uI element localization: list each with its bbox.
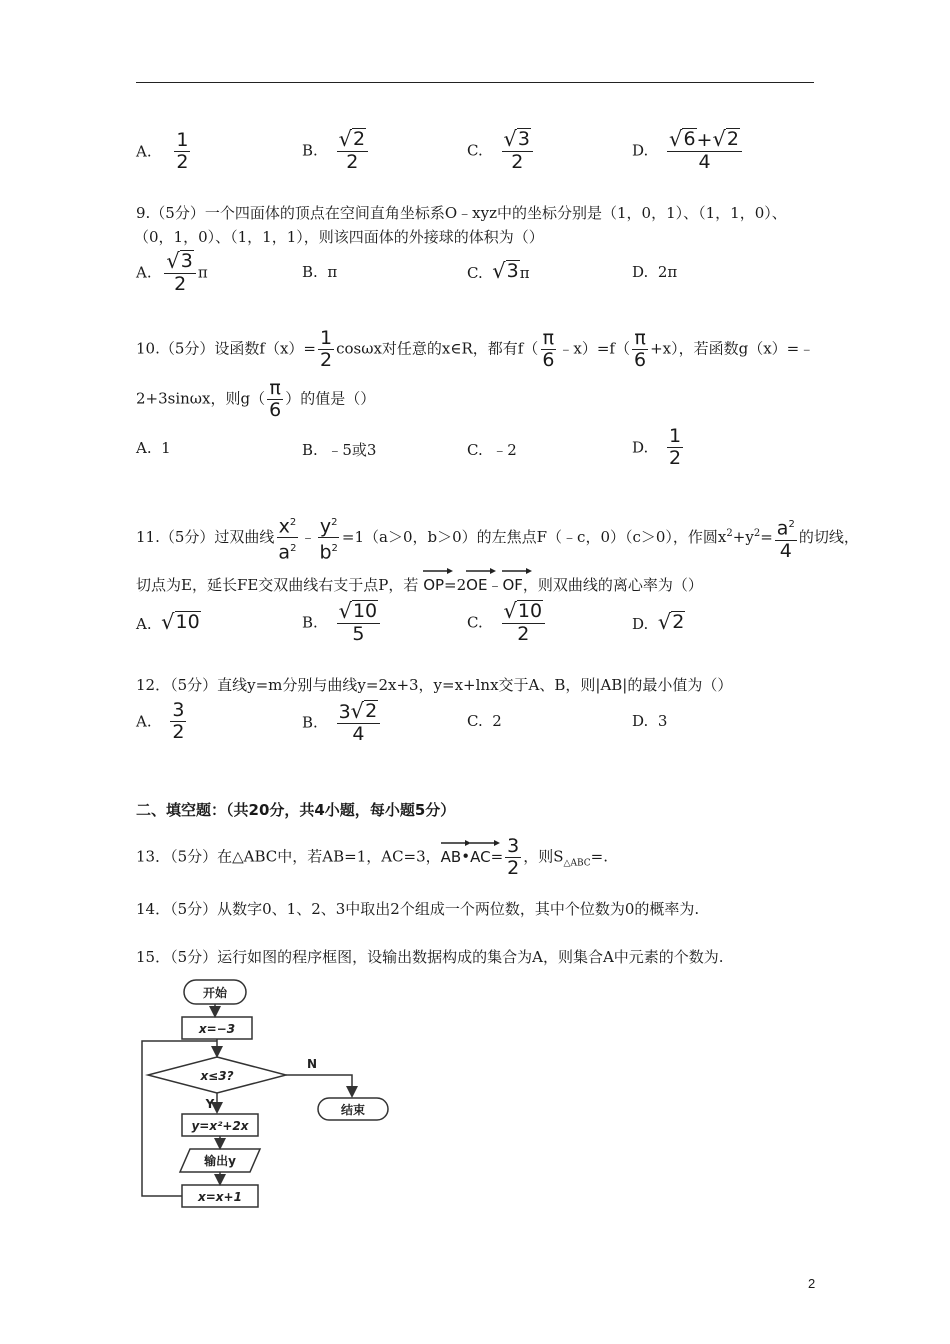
q9-line2: （0，1，0）、（1，1，1），则该四面体的外接球的体积为（）: [134, 228, 544, 246]
vector-ab: AB: [441, 846, 462, 868]
q11-option-b: B. √ 10 5: [302, 600, 382, 645]
q12-stem: 12．（5分）直线y=m分别与曲线y=2x+3，y=x+lnx交于A、B，则|AB|的最小值为（）: [136, 676, 733, 694]
q9-option-a: A. √ 3 2 π: [136, 249, 208, 295]
q14-stem: 14．（5分）从数字0、1、2、3中取出2个组成一个两位数，其中个位数为0的概率为.: [136, 900, 700, 918]
q12-option-c: C. 2: [467, 712, 502, 730]
q9-option-c: C. √ 3 π: [467, 259, 530, 283]
q10-option-b: B. ﹣5或3: [302, 441, 377, 459]
q10-option-a: A. 1: [136, 439, 171, 457]
q12-option-b: B. 3 √ 2 4: [302, 700, 382, 745]
assign-label: y=x²+2x: [191, 1119, 249, 1133]
q10-option-c: C. ﹣2: [467, 441, 517, 459]
q15-stem: 15．（5分）运行如图的程序框图，设输出数据构成的集合为A，则集合A中元素的个数为.: [136, 948, 724, 966]
start-label: 开始: [202, 986, 228, 1000]
q11-line2: 切点为E，延长FE交双曲线右支于点P，若 OP=2 OE﹣ OF，则双曲线的离心率为（）: [136, 574, 703, 596]
q11-option-d: D. √ 2: [632, 610, 685, 634]
q12-option-a: A. $\frac{3}{2}$: [136, 699, 185, 743]
q11-line1: 11.（5分）过双曲线 $\frac{x^2}{a^2}$ ﹣ $\frac{y^2}{b^2}$ =1（a＞0，b＞0）的左焦点F（﹣c，0）（c＞0），作圆$x^2+y^2=$ $\frac{a^2}{4}$ 的切线，: [136, 512, 859, 564]
page-number: 2: [808, 1276, 816, 1291]
vector-of: OF: [502, 574, 522, 596]
section-heading: 二、填空题：（共20分，共4小题，每小题5分）: [136, 801, 456, 819]
end-label: 结束: [340, 1103, 366, 1117]
q10-line1: 10.（5分）设函数f（x）= $\frac{1}{2}$ cosωx对任意的x∈R，都有f（ $\frac{\pi}{6}$ ﹣x）=f（ $\frac{\pi}{6}$ +x），若函数g（x）=﹣: [136, 327, 815, 371]
q12-option-d: D. 3: [632, 712, 668, 730]
increment-label: x=x+1: [198, 1190, 242, 1204]
init-label: x=−3: [198, 1022, 236, 1036]
q8-option-d: D. √ 6 + √ 2 4: [632, 128, 744, 173]
q10-option-d: D. $\frac{1}{2}$: [632, 425, 682, 469]
condition-label: x≤3?: [200, 1069, 234, 1083]
q10-line2: 2+3sinωx，则g（ $\frac{\pi}{6}$ ）的值是（）: [136, 377, 376, 421]
output-label: 输出y: [204, 1154, 236, 1168]
vector-ac: AC: [470, 846, 490, 868]
q8-option-c: C. √ 3 2: [467, 128, 535, 173]
q9-line1: 9.（5分）一个四面体的顶点在空间直角坐标系O﹣xyz中的坐标分别是（1，0，1）、（1，1，0）、: [136, 204, 787, 222]
vector-op: OP: [423, 574, 444, 596]
q11-option-c: C. √ 10 2: [467, 600, 547, 645]
q8-option-b: B. √ 2 2: [302, 128, 370, 173]
flowchart: [136, 975, 396, 1220]
q11-option-a: A. √ 10: [136, 610, 200, 634]
q9-option-b: B. π: [302, 263, 338, 281]
q8-option-a: A. $\frac{1}{2}$: [136, 129, 189, 173]
header-rule: [136, 82, 814, 83]
q13-stem: 13．（5分）在△ABC中，若AB=1，AC=3， AB• AC= $\frac{3}{2}$ ，则$S_{\triangle ABC}=$.: [136, 835, 608, 879]
no-label: N: [306, 1057, 318, 1071]
yes-label: Y: [205, 1097, 215, 1111]
vector-oe: OE: [466, 574, 487, 596]
q9-option-d: D. 2π: [632, 263, 678, 281]
